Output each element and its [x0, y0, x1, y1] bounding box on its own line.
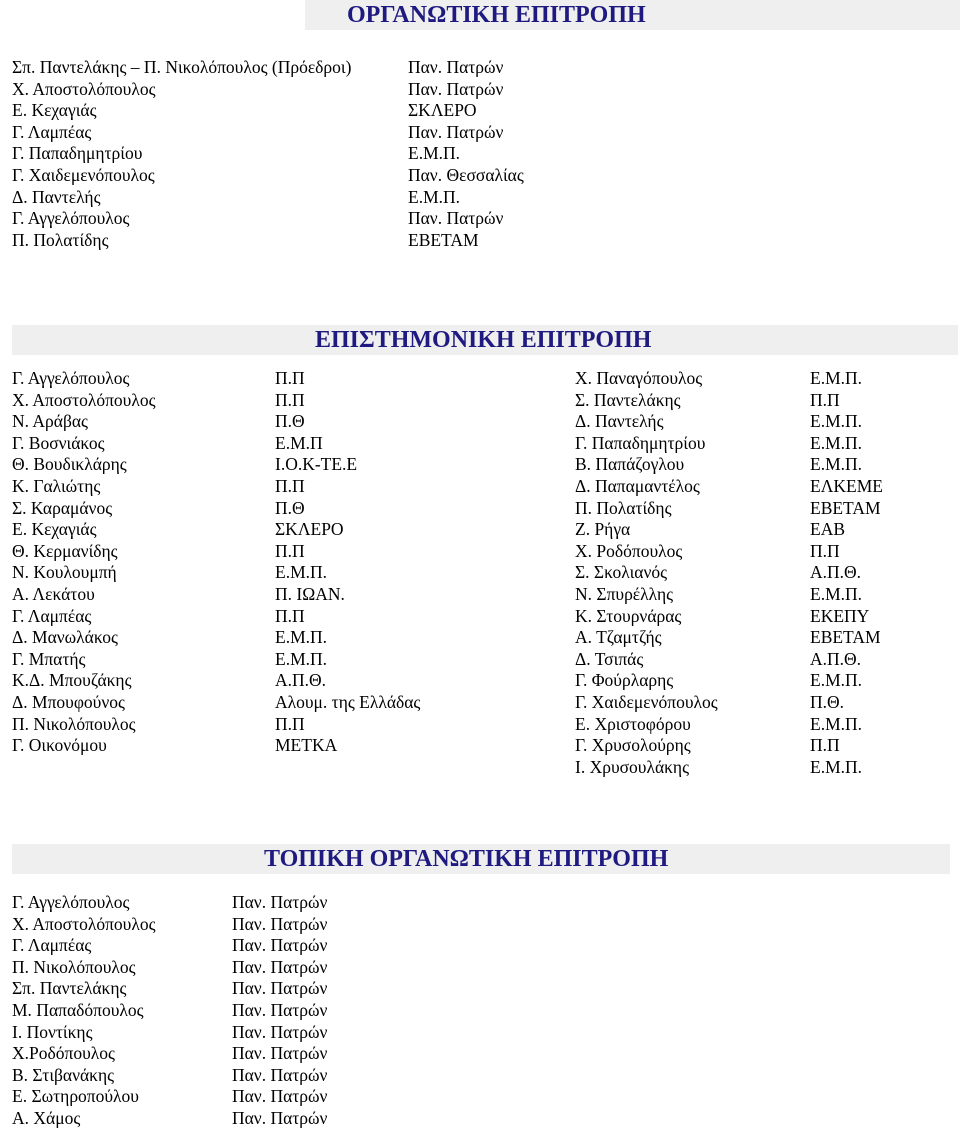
member-affiliation: Ε.Μ.Π. [810, 584, 863, 604]
member-row [0, 541, 960, 563]
member-affiliation: Α.Π.Θ. [810, 648, 862, 669]
member-name: Δ. Τσιπάς [575, 648, 644, 669]
member-name: Χ. Αποστολόπουλος [12, 913, 156, 934]
member-name: Γ. Μπατής [12, 648, 86, 669]
member-row [0, 519, 960, 541]
member-row [0, 914, 960, 936]
member-affiliation: Π.Π [810, 389, 840, 410]
member-name: Σπ. Παντελάκης [12, 978, 127, 999]
member-name: Γ. Λαμπέας [12, 121, 92, 142]
member-row [0, 454, 960, 476]
member-name: Θ. Βουδικλάρης [12, 454, 127, 475]
member-name: Π. Πολατίδης [12, 229, 109, 250]
member-affiliation: Ε.Μ.Π. [810, 368, 863, 388]
member-name: Χ. Αποστολόπουλος [12, 389, 156, 410]
member-affiliation: Π.Π [810, 735, 840, 756]
member-name: Χ. Ροδόπουλος [575, 540, 683, 561]
member-affiliation: Π.Π [810, 540, 840, 561]
member-name: Σπ. Παντελάκης – Π. Νικολόπουλος (Πρόεδροι) [12, 57, 352, 77]
member-affiliation: Παν. Πατρών [232, 892, 328, 912]
member-affiliation: Παν. Πατρών [232, 1064, 328, 1085]
member-name: Δ. Παπαμαντέλος [575, 476, 700, 496]
member-name: Μ. Παπαδόπουλος [12, 1000, 144, 1020]
member-row [0, 433, 960, 455]
member-affiliation: Ε.Μ.Π. [408, 186, 461, 207]
member-affiliation: Παν. Πατρών [232, 913, 328, 934]
organizing-committee-title: ΟΡΓΑΝΩΤΙΚΗ ΕΠΙΤΡΟΠΗ [347, 2, 646, 28]
member-name: Γ. Βοσνιάκος [12, 432, 105, 453]
member-row [0, 692, 960, 714]
member-affiliation: ΕΒΕΤΑΜ [810, 627, 881, 648]
member-row [0, 606, 960, 628]
member-name: Χ. Παναγόπουλος [575, 368, 703, 388]
member-affiliation: Παν. Πατρών [232, 1086, 328, 1107]
member-row [0, 957, 960, 979]
member-name: Χ. Αποστολόπουλος [12, 78, 156, 99]
member-affiliation: ΣΚΛΕΡΟ [275, 519, 344, 540]
member-name: Α. Λεκάτου [12, 584, 95, 604]
member-row [0, 1108, 960, 1130]
member-name: Ζ. Ρήγα [575, 519, 631, 540]
member-row [0, 498, 960, 520]
member-affiliation: Ε.Μ.Π. [275, 648, 328, 669]
member-affiliation: ΕΒΕΤΑΜ [408, 229, 479, 250]
member-row [0, 757, 960, 779]
member-name: Γ. Χρυσολούρης [575, 735, 691, 756]
member-row [0, 714, 960, 736]
member-name: Γ. Λαμπέας [12, 935, 92, 956]
member-affiliation: ΣΚΛΕΡΟ [408, 100, 477, 121]
member-affiliation: ΜΕΤΚΑ [275, 735, 338, 756]
member-affiliation: Παν. Πατρών [232, 1043, 328, 1064]
member-affiliation: Παν. Πατρών [408, 57, 504, 77]
member-affiliation: ΕΑΒ [810, 519, 845, 540]
member-row [0, 79, 960, 101]
member-row [0, 57, 960, 79]
member-row [0, 584, 960, 606]
member-affiliation: Παν. Πατρών [232, 935, 328, 956]
member-row [0, 165, 960, 187]
member-row [0, 122, 960, 144]
scientific-committee-title: ΕΠΙΣΤΗΜΟΝΙΚΗ ΕΠΙΤΡΟΠΗ [315, 327, 652, 353]
member-affiliation: ΕΛΚΕΜΕ [810, 476, 883, 496]
member-name: Γ. Λαμπέας [12, 605, 92, 626]
member-affiliation: Αλουμ. της Ελλάδας [275, 692, 421, 712]
member-name: Ι. Ποντίκης [12, 1021, 93, 1042]
member-name: Γ. Οικονόμου [12, 735, 107, 756]
member-affiliation: Παν. Πατρών [232, 978, 328, 999]
member-name: Σ. Καραμάνος [12, 497, 113, 518]
member-row [0, 978, 960, 1000]
member-name: Π. Νικολόπουλος [12, 713, 136, 734]
member-affiliation: Α.Π.Θ. [275, 670, 327, 691]
member-name: Π. Νικολόπουλος [12, 956, 136, 977]
member-affiliation: Π.Θ. [810, 692, 845, 712]
member-row [0, 670, 960, 692]
member-name: Κ. Στουρνάρας [575, 605, 682, 626]
scientific-committee-heading [12, 325, 958, 355]
member-row [0, 627, 960, 649]
member-affiliation: ΕΚΕΠΥ [810, 605, 870, 626]
member-row [0, 562, 960, 584]
member-affiliation: Π.Θ [275, 411, 305, 432]
member-affiliation: Ε.Μ.Π. [810, 454, 863, 475]
member-name: Ε. Σωτηροπούλου [12, 1086, 139, 1107]
member-name: Ν. Σπυρέλλης [575, 584, 674, 604]
local-committee-heading [12, 844, 950, 874]
member-row [0, 735, 960, 757]
member-name: Γ. Αγγελόπουλος [12, 892, 130, 912]
member-name: Γ. Χαιδεμενόπουλος [12, 165, 155, 185]
member-row [0, 208, 960, 230]
member-affiliation: ΕΒΕΤΑΜ [810, 497, 881, 518]
member-affiliation: Παν. Πατρών [232, 1000, 328, 1020]
member-affiliation: Π.Θ [275, 497, 305, 518]
member-row [0, 1086, 960, 1108]
member-name: Σ. Σκολιανός [575, 562, 668, 583]
member-row [0, 390, 960, 412]
member-row [0, 143, 960, 165]
member-row [0, 187, 960, 209]
member-affiliation: Παν. Πατρών [408, 78, 504, 99]
member-affiliation: Π.Π [275, 368, 305, 388]
organizing-committee-heading [305, 0, 960, 30]
member-affiliation: Π.Π [275, 605, 305, 626]
member-affiliation: Ι.Ο.Κ-ΤΕ.Ε [275, 454, 358, 475]
member-name: Γ. Χαιδεμενόπουλος [575, 692, 718, 712]
member-name: Β. Παπάζογλου [575, 454, 685, 475]
member-name: Δ. Παντελής [12, 186, 101, 207]
member-row [0, 368, 960, 390]
member-row [0, 476, 960, 498]
member-affiliation: Ε.Μ.Π. [408, 143, 461, 164]
member-name: Γ. Αγγελόπουλος [12, 208, 130, 229]
member-row [0, 100, 960, 122]
member-name: Γ. Παπαδημητρίου [12, 143, 143, 164]
member-affiliation: Ε.Μ.Π. [810, 432, 863, 453]
member-affiliation: Π.Π [275, 713, 305, 734]
member-row [0, 649, 960, 671]
member-affiliation: Ε.Μ.Π. [810, 713, 863, 734]
member-name: Χ.Ροδόπουλος [12, 1043, 115, 1064]
member-name: Θ. Κερμανίδης [12, 540, 118, 561]
member-name: Ε. Κεχαγιάς [12, 519, 97, 540]
member-row [0, 1065, 960, 1087]
member-affiliation: Π.Π [275, 540, 305, 561]
member-name: Δ. Παντελής [575, 411, 664, 432]
member-row [0, 935, 960, 957]
member-name: Κ. Γαλιώτης [12, 476, 101, 496]
member-name: Α. Τζαμτζής [575, 627, 662, 648]
member-name: Δ. Μπουφούνος [12, 692, 125, 712]
member-row [0, 892, 960, 914]
member-name: Ε. Κεχαγιάς [12, 100, 97, 121]
member-name: Ι. Χρυσουλάκης [575, 756, 690, 777]
member-affiliation: Ε.Μ.Π. [810, 670, 863, 691]
member-name: Δ. Μανωλάκος [12, 627, 118, 648]
member-name: Σ. Παντελάκης [575, 389, 681, 410]
member-affiliation: Παν. Πατρών [232, 1021, 328, 1042]
member-affiliation: Π.Π [275, 389, 305, 410]
member-affiliation: Ε.Μ.Π. [810, 756, 863, 777]
member-name: Κ.Δ. Μπουζάκης [12, 670, 132, 691]
member-row [0, 1022, 960, 1044]
member-row [0, 1043, 960, 1065]
member-name: Π. Πολατίδης [575, 497, 672, 518]
member-affiliation: Παν. Θεσσαλίας [408, 165, 524, 185]
member-affiliation: Παν. Πατρών [232, 956, 328, 977]
member-name: Ε. Χριστοφόρου [575, 713, 691, 734]
member-affiliation: Α.Π.Θ. [810, 562, 862, 583]
member-name: Ν. Αράβας [12, 411, 88, 432]
member-affiliation: Ε.Μ.Π [275, 432, 323, 453]
member-affiliation: Παν. Πατρών [408, 121, 504, 142]
member-affiliation: Ε.Μ.Π. [810, 411, 863, 432]
member-affiliation: Π. ΙΩΑΝ. [275, 584, 345, 604]
member-affiliation: Π.Π [275, 476, 305, 496]
local-committee-title: ΤΟΠΙΚΗ ΟΡΓΑΝΩΤΙΚΗ ΕΠΙΤΡΟΠΗ [264, 846, 669, 872]
member-name: Α. Χάμος [12, 1108, 81, 1128]
member-name: Γ. Αγγελόπουλος [12, 368, 130, 388]
member-name: Γ. Φούρλαρης [575, 670, 674, 691]
member-name: Β. Στιβανάκης [12, 1064, 115, 1085]
member-affiliation: Ε.Μ.Π. [275, 627, 328, 648]
member-name: Γ. Παπαδημητρίου [575, 432, 706, 453]
member-row [0, 411, 960, 433]
member-affiliation: Παν. Πατρών [232, 1108, 328, 1128]
member-row [0, 230, 960, 252]
member-affiliation: Παν. Πατρών [408, 208, 504, 229]
member-row [0, 1000, 960, 1022]
member-name: Ν. Κουλουμπή [12, 562, 117, 583]
member-affiliation: Ε.Μ.Π. [275, 562, 328, 583]
